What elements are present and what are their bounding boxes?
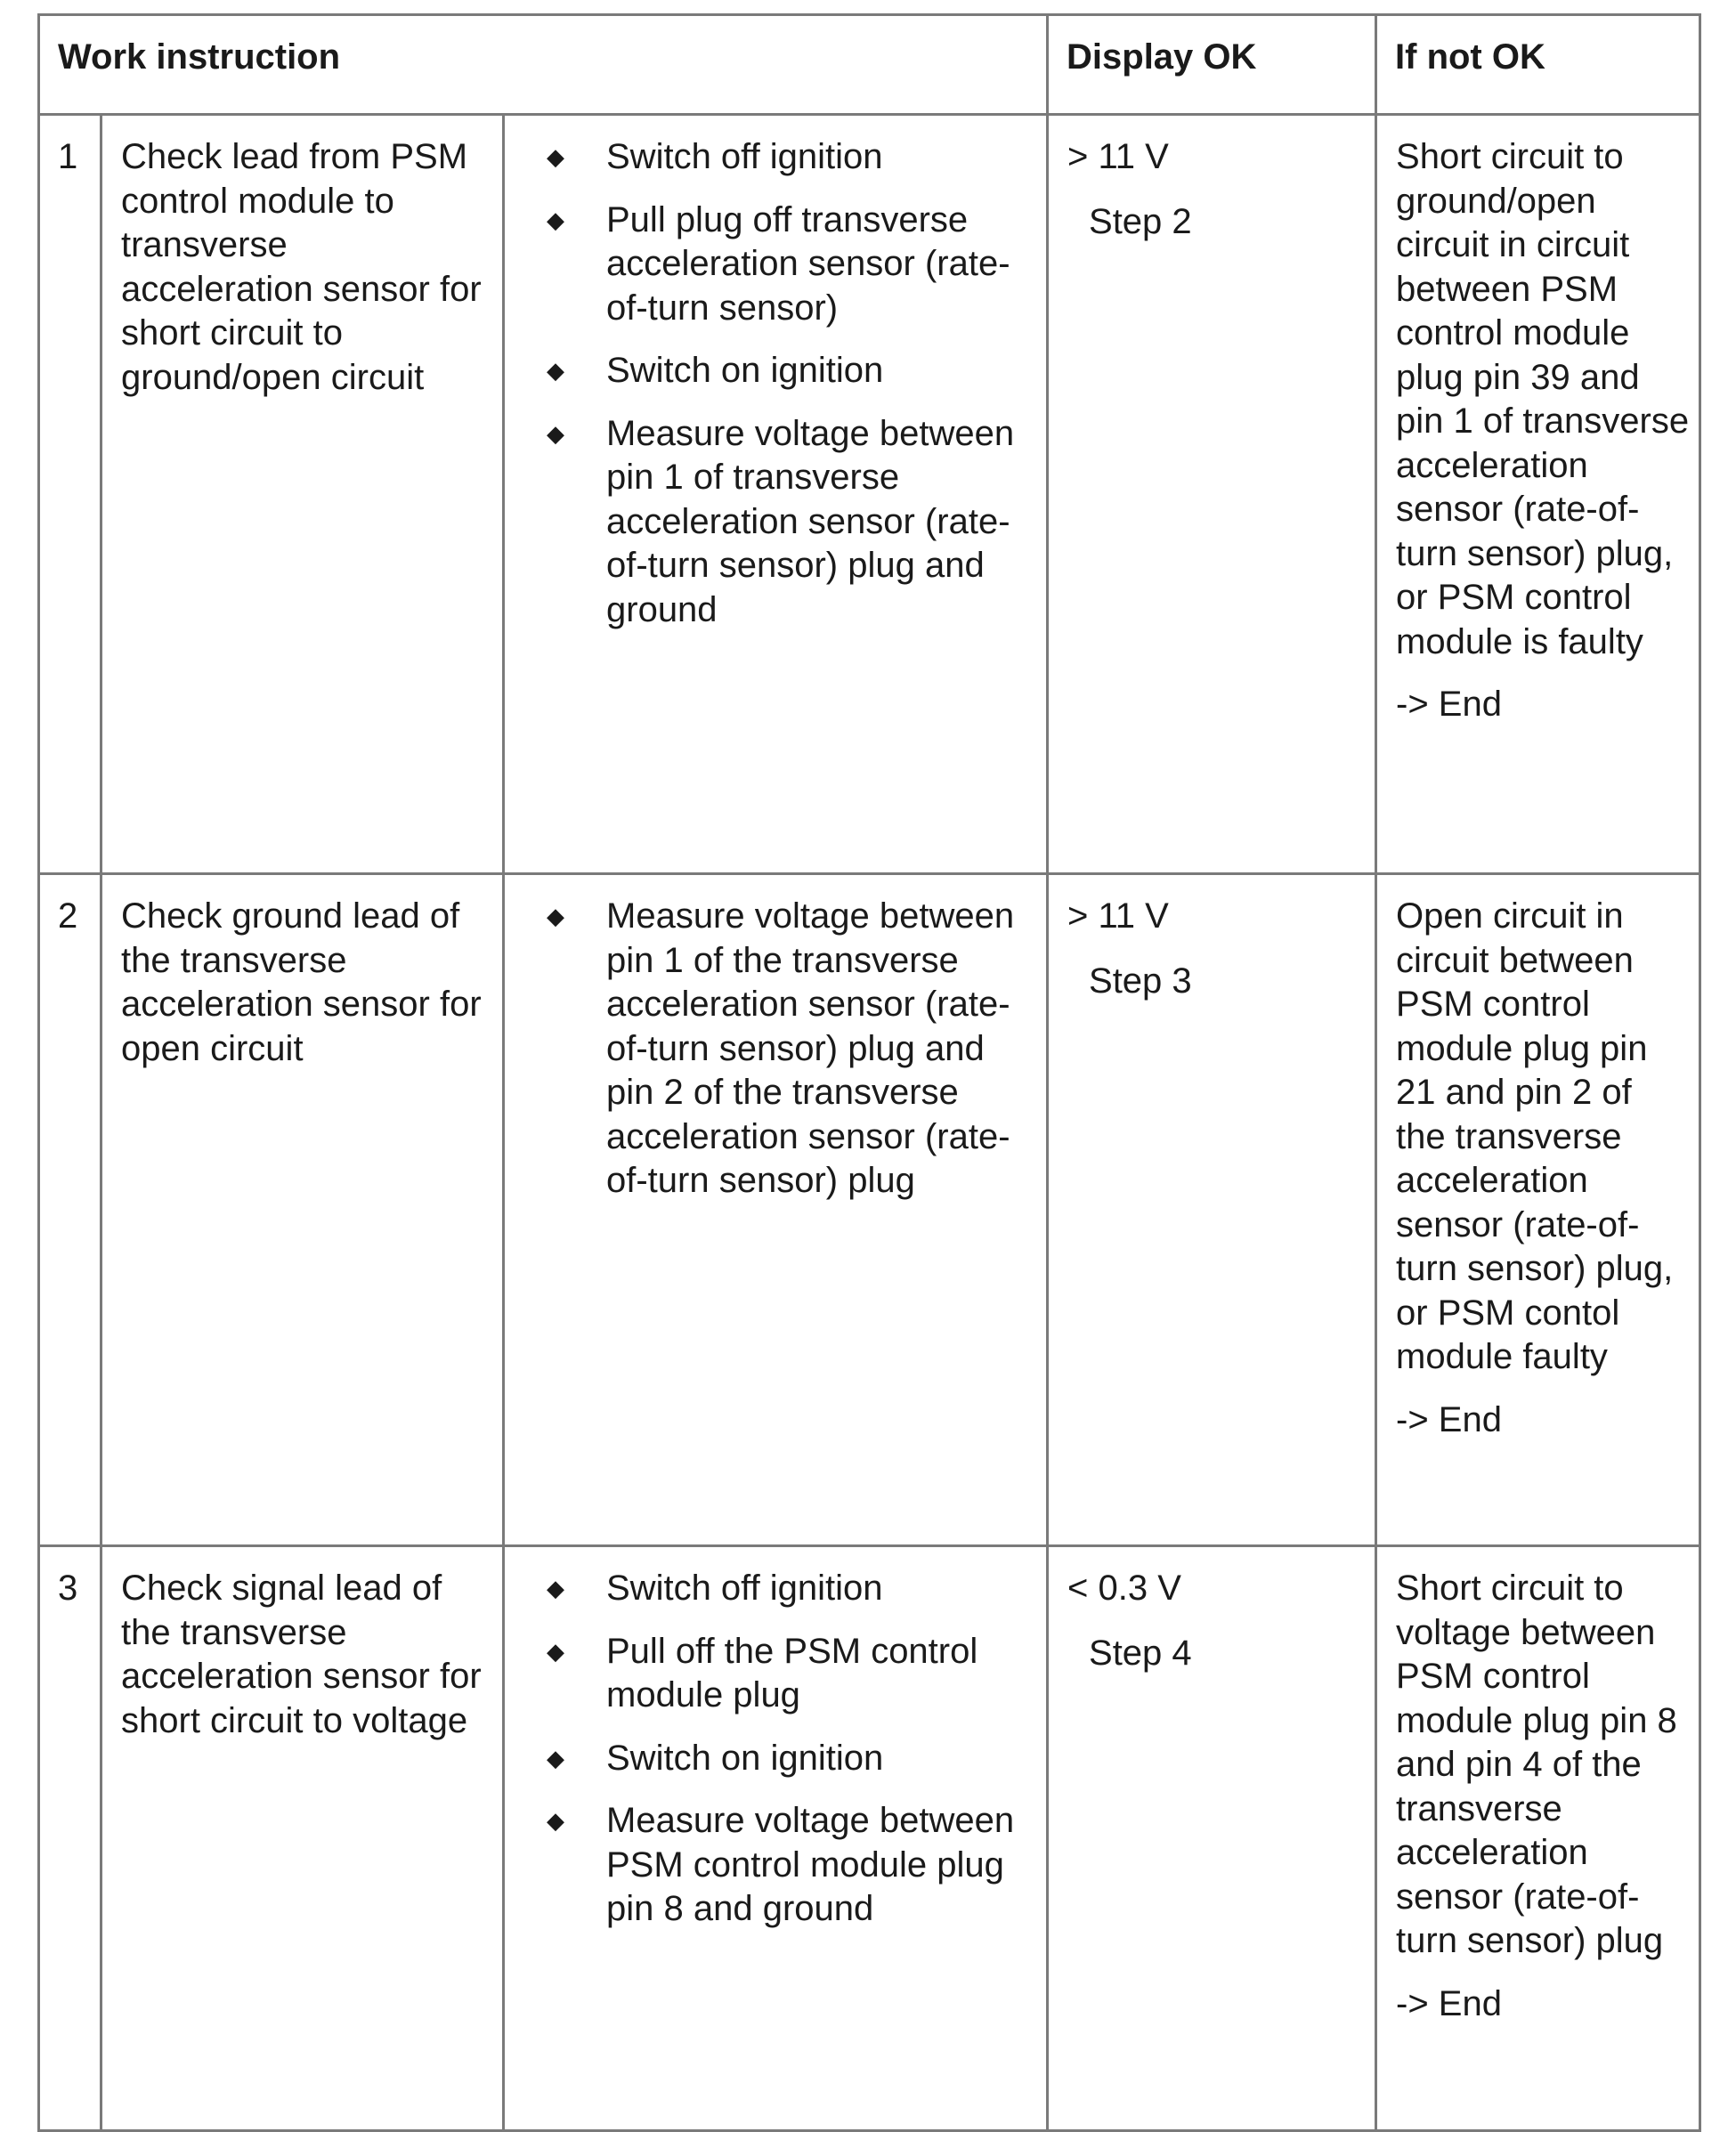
list-item (505, 895, 1037, 1204)
step-text: Switch off ignition (606, 1569, 883, 1608)
display-ok-cell (1048, 874, 1376, 1546)
diamond-bullet-icon: ◆ (547, 1807, 564, 1834)
next-step: Step 3 (1089, 961, 1192, 1001)
procedure-steps (504, 874, 1048, 1546)
diamond-bullet-icon: ◆ (547, 1637, 564, 1665)
step-text: Measure voltage between pin 1 of transverse acceleration sensor (rate-of-turn sensor) plug and ground (606, 413, 1015, 629)
table-row (39, 874, 1700, 1546)
header-work-instruction: Work instruction (39, 15, 1048, 115)
list-item (505, 1799, 1037, 1932)
if-not-ok-cell (1376, 1546, 1700, 2131)
fail-text: Short circuit to ground/open circuit in circuit between PSM control module plug pin 39 and pin 1 of transverse acceleration sensor (rate-of-turn sensor) plug, or PSM control module is faulty (1396, 137, 1690, 661)
table-row (39, 1546, 1700, 2131)
step-number: 2 (39, 874, 101, 1546)
diamond-bullet-icon: ◆ (547, 143, 564, 170)
table-row (39, 115, 1700, 874)
fail-end: -> End (1396, 1399, 1502, 1439)
diamond-bullet-icon: ◆ (547, 1575, 564, 1601)
list-item (505, 199, 1037, 331)
display-value: < 0.3 V (1067, 1569, 1181, 1608)
step-text: Switch on ignition (606, 351, 884, 390)
step-number: 1 (39, 115, 101, 874)
display-ok-cell (1048, 1546, 1376, 2131)
check-description: Check ground lead of the transverse acceleration sensor for open circuit (101, 874, 504, 1546)
list-item (505, 349, 1037, 393)
table-header-row (39, 15, 1700, 115)
step-text: Pull off the PSM control module plug (606, 1631, 978, 1715)
fail-end: -> End (1396, 685, 1502, 724)
diamond-bullet-icon: ◆ (547, 357, 564, 384)
if-not-ok-cell (1376, 874, 1700, 1546)
fail-end: -> End (1396, 1983, 1502, 2023)
diamond-bullet-icon: ◆ (547, 903, 564, 929)
step-number: 3 (39, 1546, 101, 2131)
diamond-bullet-icon: ◆ (547, 1744, 564, 1771)
next-step: Step 2 (1089, 201, 1192, 241)
display-value: > 11 V (1067, 137, 1169, 176)
diamond-bullet-icon: ◆ (547, 206, 564, 233)
list-item (505, 1737, 1037, 1781)
step-text: Switch on ignition (606, 1738, 884, 1778)
next-step: Step 4 (1089, 1633, 1192, 1673)
check-description: Check lead from PSM control module to transverse acceleration sensor for short circuit to ground/open circuit (101, 115, 504, 874)
diamond-bullet-icon: ◆ (547, 419, 564, 447)
list-item (505, 1630, 1037, 1718)
list-item (505, 1567, 1037, 1611)
step-text: Measure voltage between PSM control module plug pin 8 and ground (606, 1801, 1015, 1928)
fail-text: Open circuit in circuit between PSM control module plug pin 21 and pin 2 of the transverse acceleration sensor (rate-of-turn sensor) plug, or PSM contol module faulty (1396, 896, 1674, 1376)
list-item (505, 412, 1037, 633)
step-text: Measure voltage between pin 1 of the transverse acceleration sensor (rate-of-turn sensor) plug and pin 2 of the transverse acceleration sensor (rate-of-turn sensor) plug (606, 896, 1015, 1200)
check-description: Check signal lead of the transverse acceleration sensor for short circuit to voltage (101, 1546, 504, 2131)
display-value: > 11 V (1067, 896, 1169, 936)
fail-text: Short circuit to voltage between PSM control module plug pin 8 and pin 4 of the transverse acceleration sensor (rate-of-turn sensor) plug (1396, 1569, 1677, 1960)
step-text: Switch off ignition (606, 137, 883, 176)
header-if-not-ok: If not OK (1376, 15, 1700, 115)
list-item (505, 135, 1037, 180)
step-text: Pull plug off transverse acceleration sensor (rate-of-turn sensor) (606, 199, 1010, 328)
if-not-ok-cell (1376, 115, 1700, 874)
header-display-ok: Display OK (1048, 15, 1376, 115)
work-instruction-table (37, 13, 1701, 2132)
display-ok-cell (1048, 115, 1376, 874)
procedure-steps (504, 115, 1048, 874)
procedure-steps (504, 1546, 1048, 2131)
